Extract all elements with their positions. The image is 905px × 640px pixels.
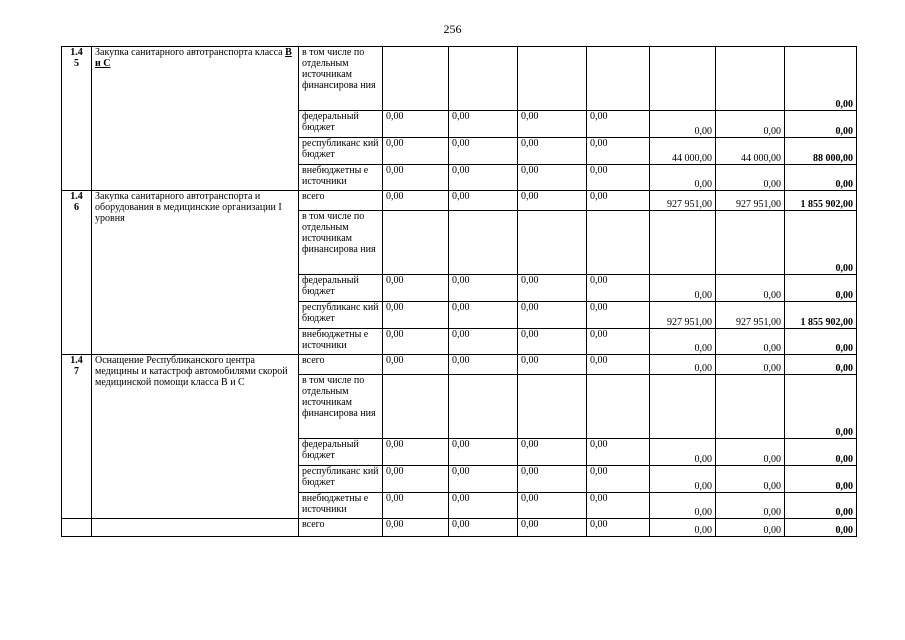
year-value: 0,00: [449, 329, 518, 355]
year-value: 0,00: [449, 191, 518, 211]
total-value: 0,00: [785, 355, 857, 375]
year-value: 0,00: [518, 165, 587, 191]
year-value: 0,00: [449, 111, 518, 138]
measure-name-emphasis: В и С: [95, 47, 292, 69]
year-value: 0,00: [587, 138, 650, 165]
source-label: федеральный бюджет: [299, 275, 383, 302]
source-label: республиканс кий бюджет: [299, 138, 383, 165]
year-value: 0,00: [518, 111, 587, 138]
source-label: федеральный бюджет: [299, 439, 383, 466]
year-value: 0,00: [716, 165, 785, 191]
year-value: 0,00: [518, 329, 587, 355]
year-value: 0,00: [716, 439, 785, 466]
year-value: 0,00: [518, 275, 587, 302]
measure-name: [92, 191, 299, 355]
year-value: [518, 211, 587, 275]
year-value: [383, 211, 449, 275]
year-value: 0,00: [518, 355, 587, 375]
year-value: 0,00: [650, 329, 716, 355]
year-value: 0,00: [587, 191, 650, 211]
year-value: 0,00: [383, 493, 449, 519]
source-label: в том числе по отдельным источникам финансирова ния: [299, 375, 383, 439]
year-value: 0,00: [587, 355, 650, 375]
year-value: [383, 47, 449, 111]
year-value: [650, 47, 716, 111]
total-value: 0,00: [785, 493, 857, 519]
year-value: 0,00: [587, 111, 650, 138]
year-value: [449, 375, 518, 439]
year-value: 0,00: [716, 466, 785, 493]
year-value: 0,00: [449, 355, 518, 375]
table-row: [62, 355, 857, 375]
year-value: 0,00: [587, 519, 650, 537]
year-value: 0,00: [449, 165, 518, 191]
total-value: 0,00: [785, 375, 857, 439]
year-value: 927 951,00: [650, 302, 716, 329]
measure-name-text: Закупка санитарного автотранспорта класса: [95, 47, 286, 58]
year-value: 0,00: [650, 275, 716, 302]
row-number: 1.4 5: [62, 47, 92, 191]
year-value: 0,00: [383, 355, 449, 375]
measure-name: [92, 355, 299, 519]
year-value: 0,00: [518, 138, 587, 165]
total-value: 0,00: [785, 47, 857, 111]
year-value: 44 000,00: [716, 138, 785, 165]
year-value: 0,00: [716, 111, 785, 138]
year-value: [518, 47, 587, 111]
year-value: 0,00: [518, 439, 587, 466]
year-value: 0,00: [449, 275, 518, 302]
year-value: 0,00: [587, 275, 650, 302]
measure-name: [92, 519, 299, 537]
year-value: 927 951,00: [650, 191, 716, 211]
year-value: [650, 375, 716, 439]
year-value: 0,00: [449, 466, 518, 493]
year-value: 0,00: [518, 302, 587, 329]
source-label: республиканс кий бюджет: [299, 466, 383, 493]
year-value: 0,00: [716, 519, 785, 537]
year-value: 0,00: [518, 493, 587, 519]
source-label: внебюджетны е источники: [299, 165, 383, 191]
year-value: 0,00: [650, 466, 716, 493]
year-value: 0,00: [587, 165, 650, 191]
row-number: 1.4 6: [62, 191, 92, 355]
year-value: 0,00: [650, 493, 716, 519]
measure-name-text: Оснащение Республиканского центра медицины и катастроф автомобилями скорой медицинской помощи класса В и С: [95, 355, 288, 388]
year-value: 0,00: [449, 493, 518, 519]
year-value: 0,00: [518, 519, 587, 537]
year-value: 0,00: [449, 439, 518, 466]
year-value: 0,00: [449, 519, 518, 537]
year-value: 0,00: [587, 329, 650, 355]
year-value: 0,00: [650, 439, 716, 466]
year-value: [383, 375, 449, 439]
source-label: в том числе по отдельным источникам финансирова ния: [299, 47, 383, 111]
year-value: 0,00: [716, 329, 785, 355]
year-value: 0,00: [383, 138, 449, 165]
total-value: 1 855 902,00: [785, 191, 857, 211]
year-value: [716, 375, 785, 439]
year-value: 927 951,00: [716, 302, 785, 329]
page-number: 256: [443, 22, 462, 36]
year-value: 927 951,00: [716, 191, 785, 211]
row-number: [62, 519, 92, 537]
year-value: 0,00: [383, 302, 449, 329]
source-label: республиканс кий бюджет: [299, 302, 383, 329]
year-value: [449, 47, 518, 111]
year-value: 0,00: [518, 466, 587, 493]
total-value: 0,00: [785, 111, 857, 138]
total-value: 0,00: [785, 275, 857, 302]
year-value: 0,00: [383, 191, 449, 211]
year-value: 0,00: [587, 302, 650, 329]
year-value: 0,00: [449, 138, 518, 165]
table-row: [62, 519, 857, 537]
year-value: 0,00: [587, 493, 650, 519]
total-value: 0,00: [785, 439, 857, 466]
total-value: 0,00: [785, 519, 857, 537]
table-row: [62, 191, 857, 211]
year-value: 0,00: [650, 165, 716, 191]
source-label: всего: [299, 519, 383, 537]
total-value: 1 855 902,00: [785, 302, 857, 329]
year-value: 0,00: [383, 439, 449, 466]
year-value: 0,00: [650, 111, 716, 138]
year-value: [449, 211, 518, 275]
year-value: [587, 375, 650, 439]
year-value: 0,00: [449, 302, 518, 329]
source-label: внебюджетны е источники: [299, 493, 383, 519]
year-value: [518, 375, 587, 439]
total-value: 88 000,00: [785, 138, 857, 165]
year-value: 0,00: [650, 519, 716, 537]
total-value: 0,00: [785, 329, 857, 355]
year-value: 0,00: [383, 275, 449, 302]
measure-name-text: Закупка санитарного автотранспорта и оборудования в медицинские организации I уровня: [95, 191, 282, 224]
source-label: в том числе по отдельным источникам финансирова ния: [299, 211, 383, 275]
source-label: всего: [299, 355, 383, 375]
year-value: 0,00: [383, 329, 449, 355]
year-value: 0,00: [716, 355, 785, 375]
year-value: [587, 47, 650, 111]
year-value: [716, 211, 785, 275]
year-value: [650, 211, 716, 275]
source-label: внебюджетны е источники: [299, 329, 383, 355]
year-value: 0,00: [383, 165, 449, 191]
total-value: 0,00: [785, 211, 857, 275]
source-label: всего: [299, 191, 383, 211]
total-value: 0,00: [785, 165, 857, 191]
source-label: федеральный бюджет: [299, 111, 383, 138]
year-value: [587, 211, 650, 275]
year-value: 0,00: [587, 466, 650, 493]
year-value: 0,00: [587, 439, 650, 466]
year-value: 0,00: [383, 519, 449, 537]
year-value: 0,00: [518, 191, 587, 211]
total-value: 0,00: [785, 466, 857, 493]
financing-table: [61, 46, 857, 537]
year-value: 0,00: [650, 355, 716, 375]
row-number: 1.4 7: [62, 355, 92, 519]
year-value: [716, 47, 785, 111]
table-row: [62, 47, 857, 111]
year-value: 44 000,00: [650, 138, 716, 165]
year-value: 0,00: [383, 466, 449, 493]
measure-name: [92, 47, 299, 191]
year-value: 0,00: [383, 111, 449, 138]
year-value: 0,00: [716, 275, 785, 302]
year-value: 0,00: [716, 493, 785, 519]
